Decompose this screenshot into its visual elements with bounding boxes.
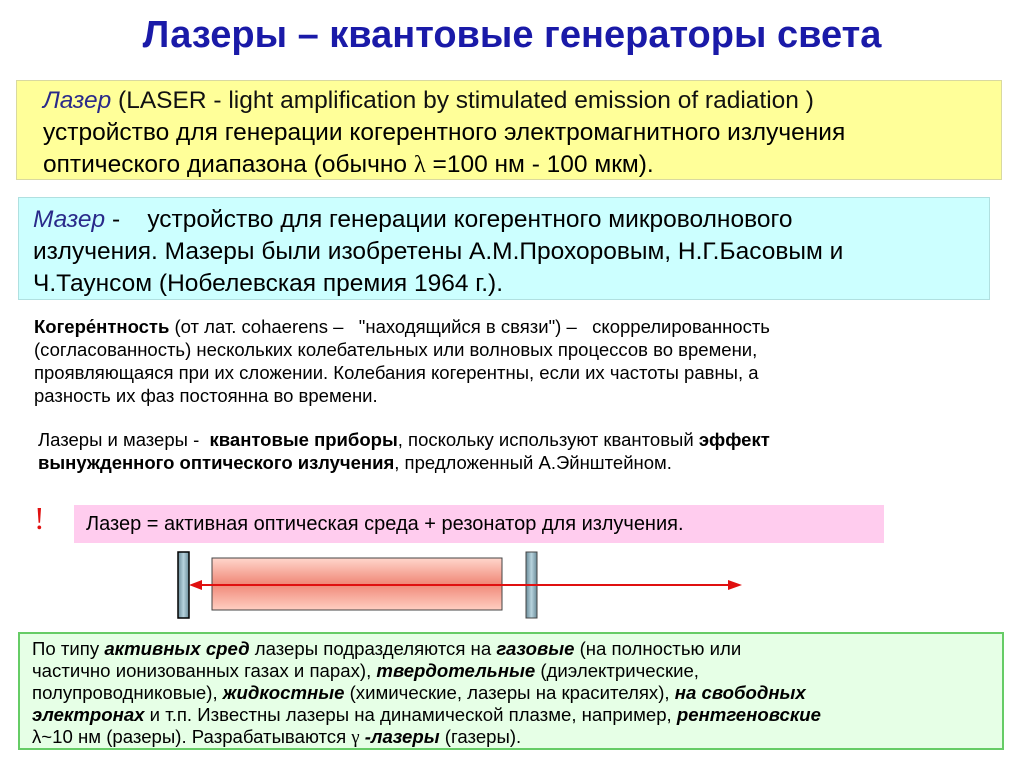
types-text: (газеры). — [439, 726, 522, 747]
laser-formula: Лазер = активная оптическая среда + резонатор для излучения. — [86, 513, 684, 535]
maser-term: Мазер — [33, 206, 106, 233]
types-text: По типу — [32, 638, 105, 659]
types-text: (на полностью или — [574, 638, 742, 659]
coherence-line4: разность их фаз постоянна во времени. — [34, 385, 378, 406]
laser-line3-pre: оптического диапазона (обычно — [43, 151, 414, 178]
maser-line3: Ч.Таунсом (Нобелевская премия 1964 г.). — [33, 270, 503, 297]
quantum-mid: , поскольку используют квантовый — [397, 429, 699, 450]
types-emph: рентгеновские — [676, 704, 821, 725]
types-emph: жидкостные — [222, 682, 345, 703]
left-mirror — [178, 552, 189, 618]
quantum-post: , предложенный А.Эйнштейном. — [394, 452, 672, 473]
laser-definition-box — [16, 80, 1002, 180]
maser-definition-box — [18, 197, 990, 300]
page-title: Лазеры – квантовые генераторы света — [142, 14, 882, 56]
types-text: частично ионизованных газах и парах), — [32, 660, 377, 681]
laser-term: Лазер — [43, 87, 112, 114]
types-emph: электронах — [32, 704, 145, 725]
laser-formula-box — [74, 505, 884, 543]
types-emph: -лазеры — [359, 726, 440, 747]
laser-line2: устройство для генерации когерентного электромагнитного излучения — [43, 119, 846, 146]
quantum-devices-text — [38, 428, 998, 474]
types-text: полупроводниковые), — [32, 682, 223, 703]
types-emph: на свободных — [674, 682, 806, 703]
exclamation-mark: ! — [34, 500, 45, 536]
maser-line2: излучения. Мазеры были изобретены А.М.Прохоровым, Н.Г.Басовым и — [33, 238, 844, 265]
types-emph: газовые — [496, 638, 575, 659]
laser-line1: (LASER - light amplification by stimulated emission of radiation ) — [111, 87, 814, 114]
coherence-line3: проявляющаяся при их сложении. Колебания когерентны, если их частоты равны, а — [34, 362, 759, 383]
gamma-symbol: γ — [351, 727, 360, 748]
left-arrowhead — [189, 580, 202, 590]
coherence-line1: (от лат. cohaerens – "находящийся в связи") – скоррелированность — [169, 316, 770, 337]
laser-types-box — [18, 632, 1004, 750]
right-arrowhead — [728, 580, 742, 590]
laser-resonator-diagram — [170, 548, 750, 622]
coherence-term: Когере́нтность — [34, 316, 170, 337]
coherence-definition — [34, 315, 984, 407]
types-text: лазеры подразделяются на — [249, 638, 497, 659]
quantum-bold3: вынужденного оптического излучения — [38, 452, 395, 473]
laser-line3-post: =100 нм - 100 мкм). — [425, 151, 654, 178]
coherence-line2: (согласованность) нескольких колебательных или волновых процессов во времени, — [34, 339, 758, 360]
types-emph: твердотельные — [376, 660, 536, 681]
quantum-bold2: эффект — [698, 429, 770, 450]
quantum-bold1: квантовые приборы — [209, 429, 398, 450]
types-text: λ~10 нм (разеры). Разрабатываются — [32, 726, 352, 747]
maser-line1: - устройство для генерации когерентного микроволнового — [105, 206, 793, 233]
types-emph: активных сред — [104, 638, 250, 659]
types-text: и т.п. Известны лазеры на динамической плазме, например, — [144, 704, 677, 725]
lambda-symbol: λ — [413, 151, 426, 178]
types-text: (диэлектрические, — [535, 660, 699, 681]
quantum-pre: Лазеры и мазеры - — [38, 429, 210, 450]
types-text: (химические, лазеры на красителях), — [344, 682, 675, 703]
